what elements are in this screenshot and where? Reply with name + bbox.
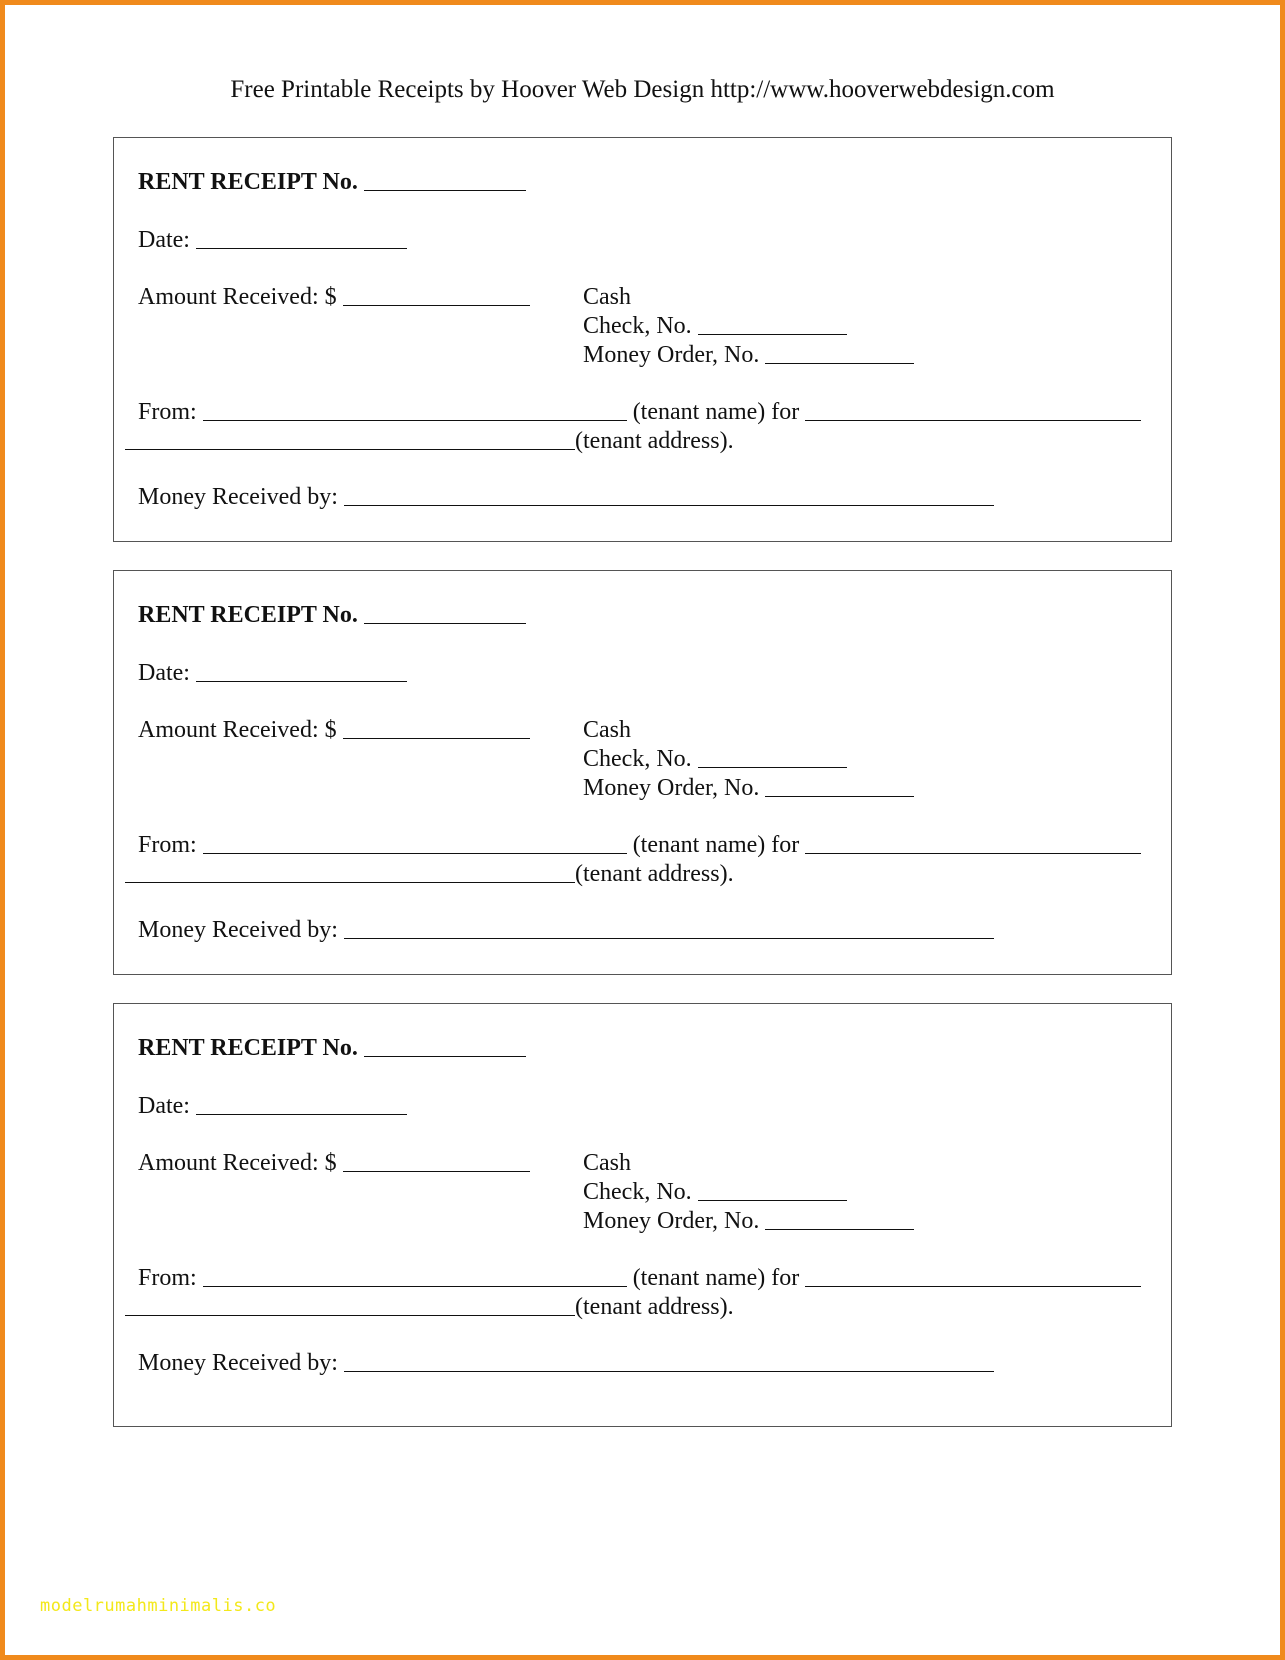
- receipt-card: [113, 570, 1172, 975]
- check-label: Check, No.: [583, 746, 692, 772]
- tenant-address-label: (tenant address).: [575, 428, 734, 454]
- cash-option[interactable]: [583, 1149, 631, 1177]
- from-label: From:: [138, 399, 197, 425]
- money-order-label: Money Order, No.: [583, 1208, 760, 1234]
- money-order-number-field[interactable]: [765, 796, 914, 797]
- amount-field[interactable]: [343, 1171, 530, 1172]
- check-number-field[interactable]: [698, 1200, 847, 1201]
- cash-option[interactable]: [583, 716, 631, 744]
- address-row: [125, 427, 734, 455]
- check-label: Check, No.: [583, 1179, 692, 1205]
- received-by-row: [138, 1349, 994, 1377]
- from-row: [138, 831, 1141, 859]
- amount-label: Amount Received: $: [138, 1150, 337, 1176]
- receipt-title: [138, 1034, 526, 1062]
- check-row: [583, 745, 847, 773]
- receipt-card: [113, 137, 1172, 542]
- date-label: Date:: [138, 660, 190, 686]
- property-field[interactable]: [805, 853, 1141, 854]
- date-label: Date:: [138, 227, 190, 253]
- received-by-row: [138, 916, 994, 944]
- date-field[interactable]: [196, 248, 407, 249]
- amount-row: [138, 283, 530, 311]
- money-order-number-field[interactable]: [765, 1229, 914, 1230]
- received-by-label: Money Received by:: [138, 484, 338, 510]
- date-row: [138, 1092, 407, 1120]
- tenant-name-field[interactable]: [203, 1286, 627, 1287]
- received-by-label: Money Received by:: [138, 1350, 338, 1376]
- receipt-number-label: RENT RECEIPT No.: [138, 169, 358, 195]
- received-by-field[interactable]: [344, 938, 994, 939]
- tenant-name-field[interactable]: [203, 853, 627, 854]
- receipt-number-label: RENT RECEIPT No.: [138, 1035, 358, 1061]
- tenant-name-label: (tenant name) for: [632, 399, 800, 425]
- receipt-number-field[interactable]: [364, 190, 526, 191]
- property-field[interactable]: [805, 1286, 1141, 1287]
- tenant-name-field[interactable]: [203, 420, 627, 421]
- tenant-address-field[interactable]: [125, 882, 575, 883]
- amount-field[interactable]: [343, 738, 530, 739]
- check-number-field[interactable]: [698, 767, 847, 768]
- received-by-field[interactable]: [344, 505, 994, 506]
- receipt-number-field[interactable]: [364, 1056, 526, 1057]
- check-row: [583, 312, 847, 340]
- from-label: From:: [138, 832, 197, 858]
- cash-label: Cash: [583, 717, 631, 743]
- amount-row: [138, 1149, 530, 1177]
- receipt-number-field[interactable]: [364, 623, 526, 624]
- money-order-row: [583, 341, 914, 369]
- tenant-address-label: (tenant address).: [575, 1294, 734, 1320]
- date-field[interactable]: [196, 681, 407, 682]
- tenant-name-label: (tenant name) for: [632, 832, 800, 858]
- receipt-title: [138, 168, 526, 196]
- from-row: [138, 1264, 1141, 1292]
- cash-label: Cash: [583, 1150, 631, 1176]
- date-row: [138, 226, 407, 254]
- page-header: Free Printable Receipts by Hoover Web Design http://www.hooverwebdesign.com: [230, 76, 1055, 103]
- receipt-title: [138, 601, 526, 629]
- check-label: Check, No.: [583, 313, 692, 339]
- received-by-label: Money Received by:: [138, 917, 338, 943]
- money-order-label: Money Order, No.: [583, 775, 760, 801]
- watermark-text: modelrumahminimalis.co: [40, 1596, 277, 1616]
- money-order-number-field[interactable]: [765, 363, 914, 364]
- check-number-field[interactable]: [698, 334, 847, 335]
- amount-label: Amount Received: $: [138, 284, 337, 310]
- date-field[interactable]: [196, 1114, 407, 1115]
- date-row: [138, 659, 407, 687]
- tenant-address-field[interactable]: [125, 449, 575, 450]
- amount-row: [138, 716, 530, 744]
- check-row: [583, 1178, 847, 1206]
- cash-label: Cash: [583, 284, 631, 310]
- address-row: [125, 1293, 734, 1321]
- received-by-row: [138, 483, 994, 511]
- address-row: [125, 860, 734, 888]
- from-label: From:: [138, 1265, 197, 1291]
- received-by-field[interactable]: [344, 1371, 994, 1372]
- money-order-label: Money Order, No.: [583, 342, 760, 368]
- money-order-row: [583, 1207, 914, 1235]
- money-order-row: [583, 774, 914, 802]
- receipt-number-label: RENT RECEIPT No.: [138, 602, 358, 628]
- amount-label: Amount Received: $: [138, 717, 337, 743]
- tenant-address-field[interactable]: [125, 1315, 575, 1316]
- amount-field[interactable]: [343, 305, 530, 306]
- from-row: [138, 398, 1141, 426]
- receipt-card: [113, 1003, 1172, 1427]
- tenant-address-label: (tenant address).: [575, 861, 734, 887]
- cash-option[interactable]: [583, 283, 631, 311]
- date-label: Date:: [138, 1093, 190, 1119]
- property-field[interactable]: [805, 420, 1141, 421]
- tenant-name-label: (tenant name) for: [632, 1265, 800, 1291]
